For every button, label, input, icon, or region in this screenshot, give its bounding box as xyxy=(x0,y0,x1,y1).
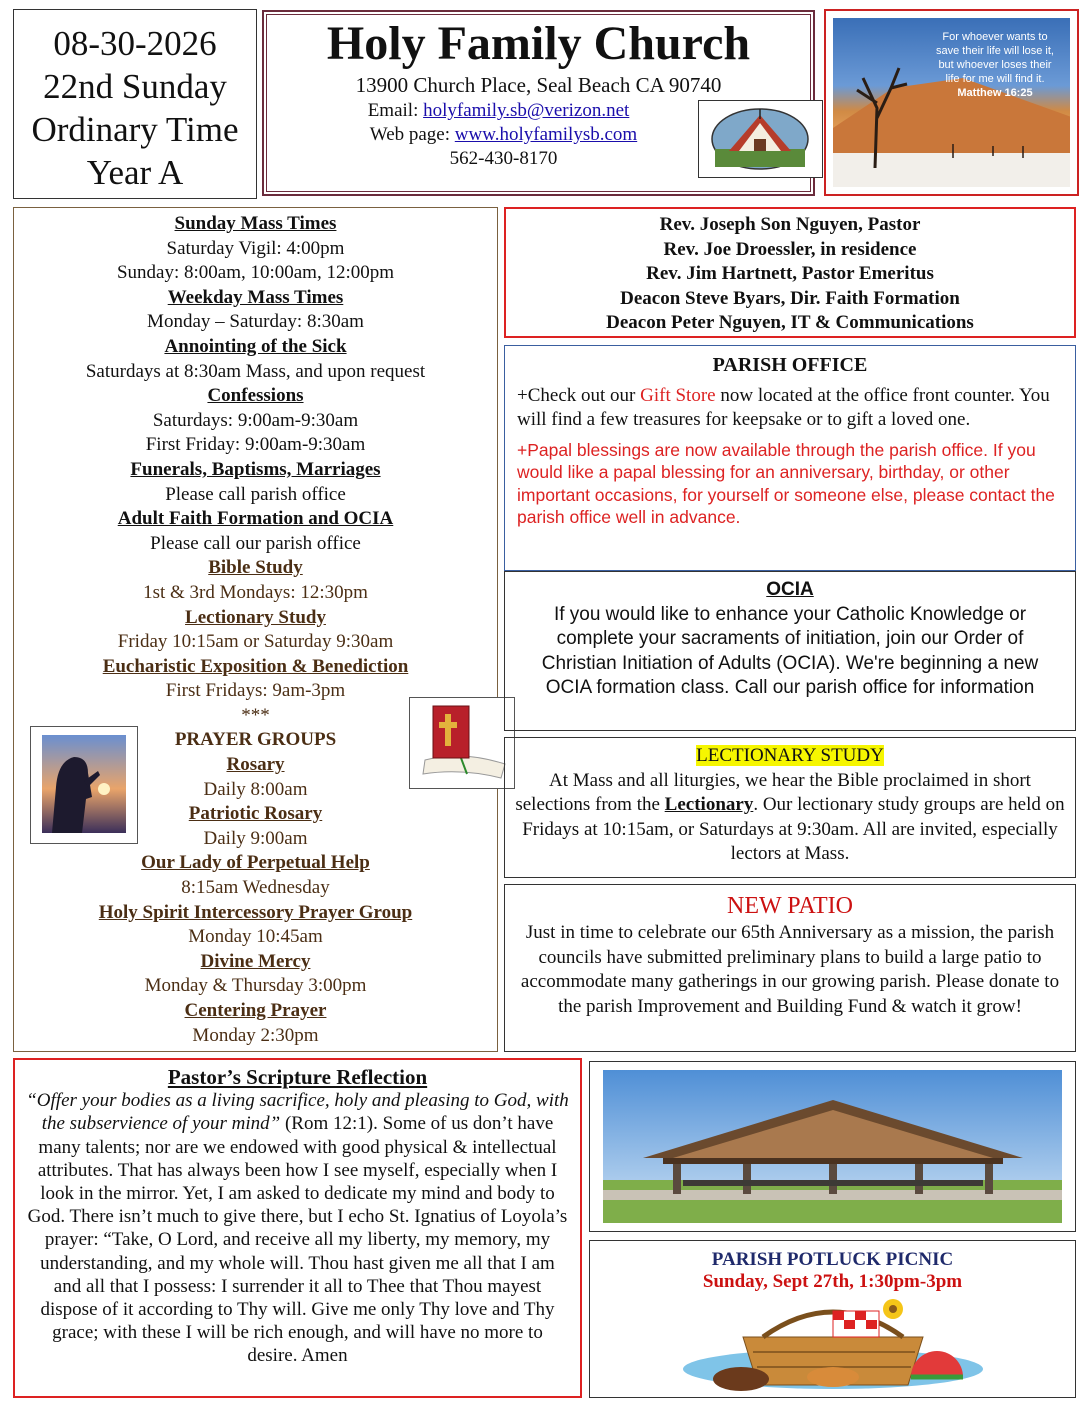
papal-blessing-paragraph: +Papal blessings are now available through the parish office. If you would like a papal blessing for an anniversary, birthday, or other important occasions, for yourself or someone else, please contact the parish office well in advance. xyxy=(517,439,1055,527)
church-phone: 562-430-8170 xyxy=(449,148,558,169)
clergy-name: Rev. Jim Hartnett, Pastor Emeritus xyxy=(646,263,934,284)
prayer-group-time: Monday 2:30pm xyxy=(192,1024,319,1046)
liturgical-sunday: 22nd Sunday xyxy=(43,67,227,106)
gift-store-paragraph xyxy=(517,384,1063,433)
lectionary-study-body xyxy=(515,769,1065,867)
email-label: Email: xyxy=(367,100,424,121)
prayer-group-time: Monday 10:45am xyxy=(188,926,323,948)
ocia-body: If you would like to enhance your Catholic Knowledge or complete your sacraments of initiation, join our Order of Christian Initiation of Adults (OCIA). We're beginning a new OCIA formation class. Call our parish office for information xyxy=(541,603,1039,698)
prayer-group-name: Centering Prayer xyxy=(184,1000,327,1021)
bible-book-image xyxy=(409,697,515,789)
picnic-title: PARISH POTLUCK PICNIC xyxy=(711,1249,954,1270)
patio-pavilion-image xyxy=(603,1070,1062,1223)
prayer-groups-title: PRAYER GROUPS xyxy=(174,729,337,751)
ocia-box xyxy=(504,571,1076,731)
new-patio-title: NEW PATIO xyxy=(726,893,853,919)
prayer-group-name: Patriotic Rosary xyxy=(188,803,323,825)
desert-tree-image xyxy=(833,18,1070,187)
weekday-mass-title: Weekday Mass Times xyxy=(167,286,344,308)
clergy-name: Rev. Joseph Son Nguyen, Pastor xyxy=(659,214,921,235)
sunday-masses: Sunday: 8:00am, 10:00am, 12:00pm xyxy=(116,262,395,284)
parish-office-box xyxy=(504,345,1076,571)
pastor-reflection-box xyxy=(13,1058,582,1398)
saturday-vigil: Saturday Vigil: 4:00pm xyxy=(166,237,345,259)
liturgical-season: Ordinary Time xyxy=(31,110,239,149)
church-address: 13900 Church Place, Seal Beach CA 90740 xyxy=(355,73,722,97)
email-link[interactable]: holyfamily.sb@verizon.net xyxy=(423,100,630,121)
lectionary-text-end: . Our lectionary study groups are held on Fridays at 10:15am, or Saturdays at 9:30am. All are invited, especially lectors at Mass. xyxy=(522,794,1065,864)
prayer-group-time: Monday & Thursday 3:00pm xyxy=(144,975,367,997)
confessions-saturday: Saturdays: 9:00am-9:30am xyxy=(152,409,359,431)
church-name: Holy Family Church xyxy=(326,17,751,70)
scripture-quote xyxy=(930,30,1060,100)
church-building-logo xyxy=(698,100,823,178)
reflection-citation: (Rom 12:1). xyxy=(280,1113,383,1135)
lectionary-text-start: At Mass and all liturgies, we hear the Bible proclaimed in short selections from the xyxy=(515,769,1031,815)
gift-store-label: Gift Store xyxy=(640,384,716,406)
web-link[interactable]: www.holyfamilysb.com xyxy=(454,124,638,145)
parish-office-title: PARISH OFFICE xyxy=(712,354,868,376)
new-patio-box xyxy=(504,884,1076,1052)
gift-store-text-start: +Check out our xyxy=(517,384,641,406)
reflection-quote: “Offer your bodies as a living sacrifice, holy and pleasing to God, with the subservience of your mind” xyxy=(26,1090,569,1135)
weekday-masses: Monday – Saturday: 8:30am xyxy=(147,311,364,333)
lectionary-study-info: Friday 10:15am or Saturday 9:30am xyxy=(117,631,394,653)
potluck-picnic-box xyxy=(589,1240,1076,1398)
sunday-mass-title: Sunday Mass Times xyxy=(174,213,337,234)
scripture-image-box xyxy=(824,9,1079,196)
anointing-info: Saturdays at 8:30am Mass, and upon request xyxy=(85,360,426,382)
clergy-name: Deacon Peter Nguyen, IT & Communications xyxy=(606,312,974,333)
patio-photo-box xyxy=(589,1061,1076,1232)
funerals-info: Please call parish office xyxy=(165,483,346,505)
prayer-group-time: Daily 9:00am xyxy=(203,827,308,849)
prayer-group-name: Rosary xyxy=(226,754,285,776)
prayer-group-time: Daily 8:00am xyxy=(203,778,308,800)
picnic-date: Sunday, Sept 27th, 1:30pm-3pm xyxy=(702,1271,963,1292)
gift-store-text-end: now located at the office front counter. You will find a few treasures for keepsake or to gift a loved one. xyxy=(517,384,1050,430)
reflection-title: Pastor’s Scripture Reflection xyxy=(167,1065,428,1089)
new-patio-body: Just in time to celebrate our 65th Anniversary as a mission, the parish councils have submitted preliminary plans to build a large patio to accommodate many gatherings in our growing parish. Please donate to the parish Improvement and Building Fund & watch it grow! xyxy=(520,922,1060,1017)
confessions-title: Confessions xyxy=(207,385,304,407)
mass-times-box xyxy=(13,207,498,1052)
anointing-title: Annointing of the Sick xyxy=(164,335,347,357)
prayer-group-name: Our Lady of Perpetual Help xyxy=(141,852,370,874)
adult-faith-info: Please call our parish office xyxy=(150,532,361,554)
confessions-friday: First Friday: 9:00am-9:30am xyxy=(145,434,366,456)
adult-faith-title: Adult Faith Formation and OCIA xyxy=(117,508,394,530)
praying-silhouette-image xyxy=(30,726,138,844)
eucharistic-info: First Fridays: 9am-3pm xyxy=(165,680,346,702)
funerals-title: Funerals, Baptisms, Marriages xyxy=(130,458,381,480)
lectionary-study-box xyxy=(504,737,1076,878)
bulletin-date: 08-30-2026 xyxy=(53,24,217,63)
scripture-quote-text: For whoever wants to save their life will lose it, but whoever loses their life for me will find it. xyxy=(936,31,1054,85)
reflection-text: Some of us don’t have many talents; nor are we endowed with good physical & intellectual attributes. That has always been how I see myself, especially when I look in the mirror. Yet, I am asked to dedicate my mind and body to God. There isn’t much to give there, but I echo St. Ignatius of Loyola’s prayer: “Take, O Lord, and receive all my liberty, my memory, my understanding, and my whole will. Thou hast given me all that I am and all that I possess: I surrender it all to Thee that Thou mayest dispose of it according to Thy will. Give me only Thy love and Thy grace; with these I will be rich enough, and will have no more to desire. Amen xyxy=(27,1113,568,1367)
lectionary-study-title: Lectionary Study xyxy=(185,606,326,628)
bible-study-info: 1st & 3rd Mondays: 12:30pm xyxy=(143,581,368,603)
church-header xyxy=(262,10,815,196)
clergy-name: Deacon Steve Byars, Dir. Faith Formation xyxy=(620,287,960,309)
picnic-basket-image xyxy=(590,1297,1075,1398)
clergy-name: Rev. Joe Droessler, in residence xyxy=(663,238,917,260)
bible-study-title: Bible Study xyxy=(208,557,303,579)
separator: *** xyxy=(241,704,270,726)
scripture-reference: Matthew 16:25 xyxy=(957,87,1033,99)
lectionary-keyword: Lectionary xyxy=(664,794,754,815)
web-label: Web page: xyxy=(369,124,455,145)
prayer-group-name: Divine Mercy xyxy=(200,950,311,972)
eucharistic-title: Eucharistic Exposition & Benediction xyxy=(102,655,409,677)
liturgical-year: Year A xyxy=(86,153,184,192)
clergy-box xyxy=(504,207,1076,338)
prayer-group-time: 8:15am Wednesday xyxy=(181,877,330,899)
date-box xyxy=(13,9,257,199)
reflection-body xyxy=(25,1089,570,1367)
lectionary-study-title: LECTIONARY STUDY xyxy=(696,745,884,766)
prayer-group-name: Holy Spirit Intercessory Prayer Group xyxy=(98,901,413,923)
ocia-title: OCIA xyxy=(766,579,814,600)
